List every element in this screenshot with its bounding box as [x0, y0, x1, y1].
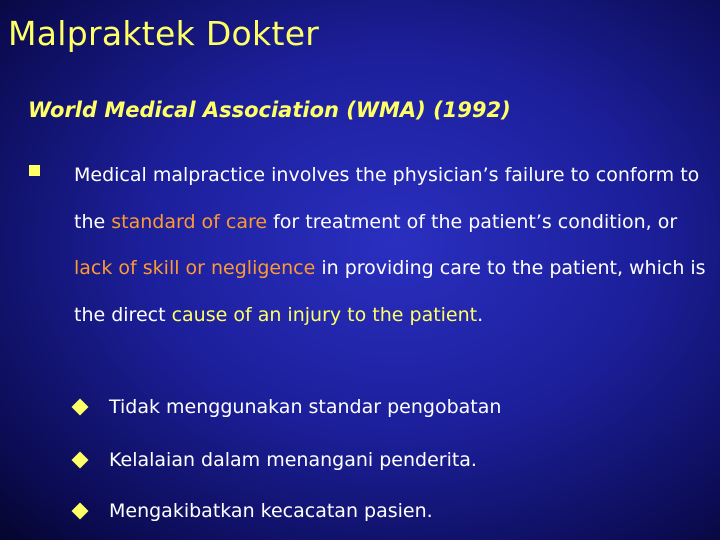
paragraph-text: Medical malpractice involves the physician’s failure to conform to the — [74, 164, 700, 233]
sub-bullet-text: Mengakibatkan kecacatan pasien. — [109, 500, 433, 522]
highlight-lack-of-skill: lack of skill or negligence — [74, 257, 316, 279]
sub-bullet-item — [70, 392, 501, 422]
paragraph-text: for treatment of the patient’s condition, or — [267, 210, 678, 233]
highlight-cause-of-injury: cause of an injury to the patient — [171, 303, 478, 326]
sub-bullet-item — [70, 496, 433, 526]
diamond-bullet-icon — [72, 399, 89, 416]
paragraph-text: in providing care to the patient, which is the direct — [74, 257, 706, 326]
diamond-bullet-icon — [72, 503, 89, 520]
main-paragraph — [74, 152, 710, 338]
highlight-standard-of-care: standard of care — [111, 210, 268, 233]
square-bullet-icon — [29, 165, 40, 176]
slide-subtitle: World Medical Association (WMA) (1992) — [28, 98, 511, 122]
sub-bullet-text: Kelalaian dalam menangani penderita. — [109, 449, 477, 471]
diamond-bullet-icon — [72, 452, 89, 469]
slide-title: Malpraktek Dokter — [8, 14, 320, 53]
sub-bullet-text: Tidak menggunakan standar pengobatan — [109, 396, 502, 418]
paragraph-text: . — [477, 303, 484, 326]
sub-bullet-item — [70, 445, 477, 475]
